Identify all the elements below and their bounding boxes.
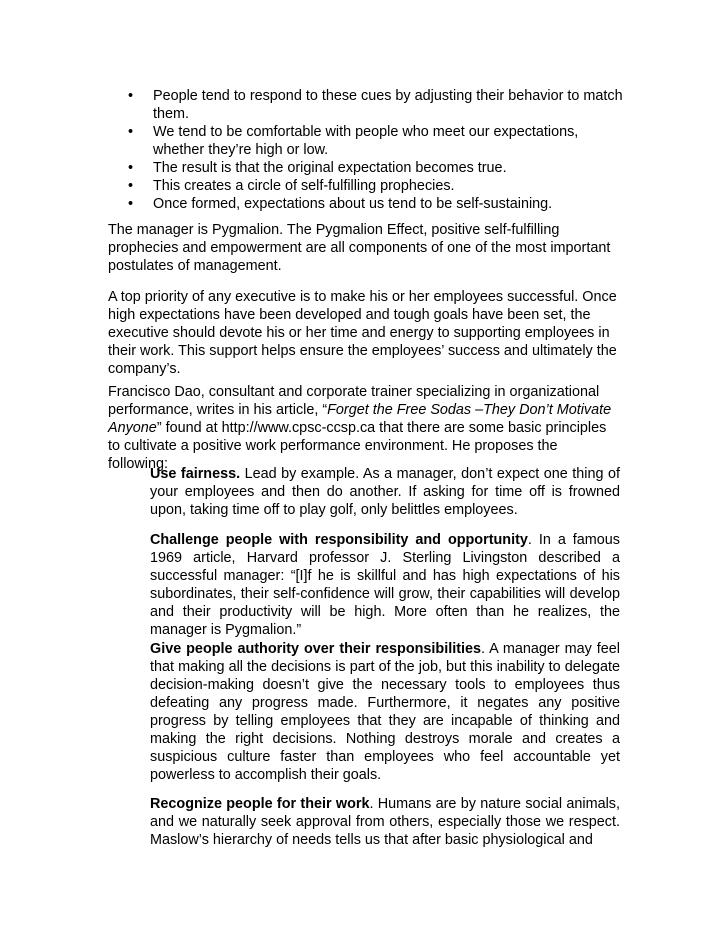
list-item xyxy=(108,195,628,213)
principle-text: . In a famous 1969 article, Harvard professor J. Sterling Livingston described a successful manager: “[I]f he is skillful and has high expectations of his subordinates, their self-confidence will grow, their capabilities will develop and their productivity will be high. More often than he realizes, the manager is Pygmalion.” xyxy=(150,532,620,638)
bullet-icon: • xyxy=(128,124,134,140)
paragraph-executive-priority: A top priority of any executive is to make his or her employees successful. Once high expectations have been developed and tough goals have been set, the executive should devote his or her time and energy to supporting employees in their work. This support helps ensure the employees’ success and ultimately the company’s. xyxy=(108,289,617,377)
bullet-icon: • xyxy=(128,178,134,194)
paragraph-francisco-dao xyxy=(108,383,620,473)
list-item xyxy=(108,87,628,123)
principle-heading: Use fairness. xyxy=(150,466,241,482)
bullet-icon: • xyxy=(128,160,134,176)
principle-heading: Give people authority over their responsibilities xyxy=(150,641,482,657)
bullet-icon: • xyxy=(128,196,134,212)
paragraph-text: ” found at http://www.cpsc-ccsp.ca that there are some basic principles to cultivate a positive work performance environment. He proposes the following: xyxy=(108,420,607,472)
bullet-text: This creates a circle of self-fulfilling prophecies. xyxy=(153,178,455,194)
bullet-text: Once formed, expectations about us tend to be self-sustaining. xyxy=(153,196,553,212)
principle-text: . Humans are by nature social animals, and we naturally seek approval from others, especially those we respect. Maslow’s hierarchy of needs tells us that after basic physiological and xyxy=(150,796,620,848)
bullet-text: The result is that the original expectation becomes true. xyxy=(153,160,507,176)
paragraph-text: Francisco Dao, consultant and corporate trainer specializing in organizational performance, writes in his article, “ xyxy=(108,384,600,418)
principle-heading: Recognize people for their work xyxy=(150,796,370,812)
bullet-text: People tend to respond to these cues by adjusting their behavior to match them. xyxy=(153,88,623,122)
principle-fairness xyxy=(150,465,620,519)
bullet-list xyxy=(108,87,628,213)
principle-text: Lead by example. As a manager, don’t expect one thing of your employees and then do another. If asking for time off is frowned upon, taking time off to play golf, only belittles employees. xyxy=(150,466,620,518)
principle-heading: Challenge people with responsibility and opportunity xyxy=(150,532,528,548)
bullet-icon: • xyxy=(128,88,134,104)
list-item xyxy=(108,159,628,177)
paragraph-pygmalion: The manager is Pygmalion. The Pygmalion Effect, positive self-fulfilling prophecies and empowerment are all components of one of the most important postulates of management. xyxy=(108,222,611,274)
list-item xyxy=(108,177,628,195)
list-item xyxy=(108,123,628,159)
article-title: Forget the Free Sodas –They Don’t Motivate Anyone xyxy=(108,402,612,436)
principle-text: . A manager may feel that making all the decisions is part of the job, but this inability to delegate decision-making doesn’t give the necessary tools to employees thus defeating any progress made. Furthermore, it negates any positive progress by telling employees that they are incapable of thinking and making the right decisions. Nothing destroys morale and creates a suspicious culture faster than employees who feel accountable yet powerless to accomplish their goals. xyxy=(150,641,620,783)
principle-authority xyxy=(150,640,620,784)
principle-recognize xyxy=(150,795,620,849)
bullet-text: We tend to be comfortable with people who meet our expectations, whether they’re high or low. xyxy=(153,124,579,158)
principle-challenge xyxy=(150,531,620,639)
